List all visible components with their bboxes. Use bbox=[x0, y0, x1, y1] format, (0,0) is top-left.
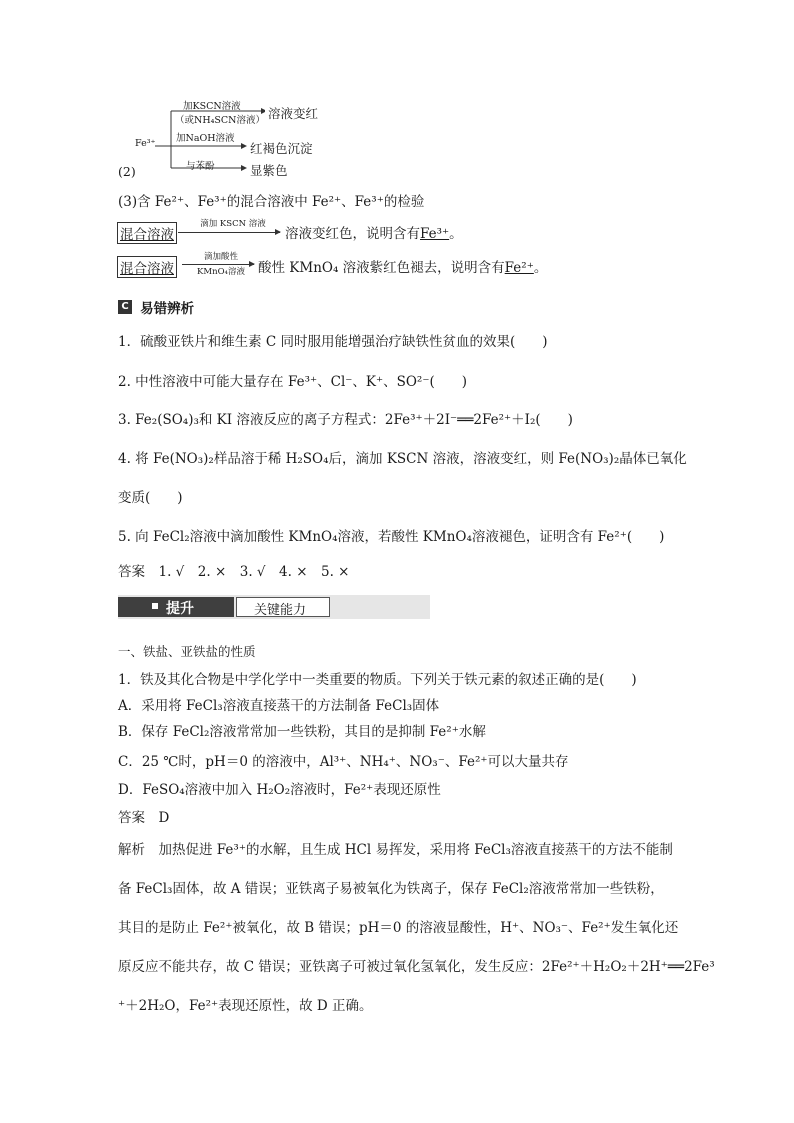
yicuo-item-5: 5. 向 FeCl₂溶液中滴加酸性 KMnO₄溶液，若酸性 KMnO₄溶液褪色，证明含有 Fe²⁺( ) bbox=[118, 529, 665, 545]
yicuo-item-4: 4. 将 Fe(NO₃)₂样品溶于稀 H₂SO₄后，滴加 KSCN 溶液，溶液变红，则 Fe(NO₃)₂晶体已氧化 bbox=[118, 451, 687, 467]
yicuo-item-1: 1．硫酸亚铁片和维生素 C 同时服用能增强治疗缺铁性贫血的效果( ) bbox=[118, 334, 548, 350]
branch-2-reagent: 加NaOH溶液 bbox=[176, 133, 235, 144]
analysis-line-2: 备 FeCl₃固体，故 A 错误；亚铁离子易被氧化为铁离子，保存 FeCl₂溶液常常加一些铁粉， bbox=[118, 881, 664, 897]
square-bullet-icon bbox=[152, 603, 158, 609]
branch-1-reagent: 加KSCN溶液 bbox=[183, 101, 241, 112]
branch-1-result: 溶液变红 bbox=[268, 106, 319, 121]
yicuo-heading bbox=[118, 296, 194, 317]
part-heading: 一、铁盐、亚铁盐的性质 bbox=[118, 644, 256, 659]
line1-text: 溶液变红色，说明含有 bbox=[285, 226, 420, 242]
option-d: D．FeSO₄溶液中加入 H₂O₂溶液时，Fe²⁺表现还原性 bbox=[118, 782, 441, 798]
branch-1-reagent-alt: （或NH₄SCN溶液） bbox=[175, 115, 265, 126]
analysis-line-3: 其目的是防止 Fe²⁺被氧化，故 B 错误；pH＝0 的溶液显酸性，H⁺、NO₃⁻、Fe²⁺发生氧化还 bbox=[118, 920, 679, 936]
line1-ion: Fe³⁺ bbox=[420, 226, 450, 242]
mixed-solution-box: 混合溶液 bbox=[117, 222, 177, 244]
question: 1．铁及其化合物是中学化学中一类重要的物质。下列关于铁元素的叙述正确的是( ) bbox=[118, 672, 637, 688]
banner-dark-block bbox=[118, 597, 234, 617]
branch-2-result: 红褐色沉淀 bbox=[250, 141, 313, 156]
branch-3-reagent: 与苯酚 bbox=[186, 161, 215, 172]
analysis-line-1: 解析 加热促进 Fe³⁺的水解，且生成 HCl 易挥发，采用将 FeCl₃溶液直接蒸干的方法不能制 bbox=[118, 842, 673, 858]
reaction-arrow bbox=[178, 232, 280, 233]
question-answer: 答案 D bbox=[118, 810, 170, 826]
option-b: B．保存 FeCl₂溶液常常加一些铁粉，其目的是抑制 Fe²⁺水解 bbox=[118, 724, 486, 740]
analysis-line-5: ⁺＋2H₂O，Fe²⁺表现还原性，故 D 正确。 bbox=[118, 998, 373, 1014]
yicuo-item-4-cont: 变质( ) bbox=[118, 490, 183, 506]
arrow-label: 滴加 KSCN 溶液 bbox=[200, 219, 266, 229]
branch-3-result: 显紫色 bbox=[250, 163, 288, 178]
yicuo-answer: 答案 1. √ 2. × 3. √ 4. × 5. × bbox=[118, 564, 350, 580]
line2-text: 酸性 KMnO₄ 溶液紫红色褪去，说明含有 bbox=[258, 260, 505, 276]
section-badge-icon: C bbox=[118, 300, 132, 314]
arrow-label-top: 滴加酸性 bbox=[203, 252, 238, 262]
option-a: A．采用将 FeCl₃溶液直接蒸干的方法制备 FeCl₃固体 bbox=[118, 698, 440, 714]
ion-label: Fe³⁺ bbox=[135, 138, 156, 149]
yicuo-item-3: 3. Fe₂(SO₄)₃和 KI 溶液反应的离子方程式：2Fe³⁺＋2I⁻══2Fe²⁺＋I₂( ) bbox=[118, 412, 573, 428]
banner-dark-label: 提升 bbox=[166, 601, 194, 617]
analysis-line-4: 原反应不能共存，故 C 错误；亚铁离子可被过氧化氢氧化，发生反应：2Fe²⁺＋H₂O₂＋2H⁺══2Fe³ bbox=[118, 959, 715, 975]
section3-title: (3)含 Fe²⁺、Fe³⁺的混合溶液中 Fe²⁺、Fe³⁺的检验 bbox=[118, 194, 425, 210]
banner-light-label: 关键能力 bbox=[254, 603, 307, 618]
line2-ion: Fe²⁺ bbox=[504, 260, 534, 276]
mixed-solution-box: 混合溶液 bbox=[117, 256, 177, 278]
arrow-label-bottom: KMnO₄溶液 bbox=[197, 267, 245, 277]
item-number: (2) bbox=[118, 164, 136, 179]
yicuo-item-2: 2. 中性溶液中可能大量存在 Fe³⁺、Cl⁻、K⁺、SO²⁻( ) bbox=[118, 374, 467, 390]
option-c: C．25 ℃时，pH＝0 的溶液中，Al³⁺、NH₄⁺、NO₃⁻、Fe²⁺可以大量共存 bbox=[118, 754, 569, 770]
yicuo-title: 易错辨析 bbox=[140, 300, 195, 317]
